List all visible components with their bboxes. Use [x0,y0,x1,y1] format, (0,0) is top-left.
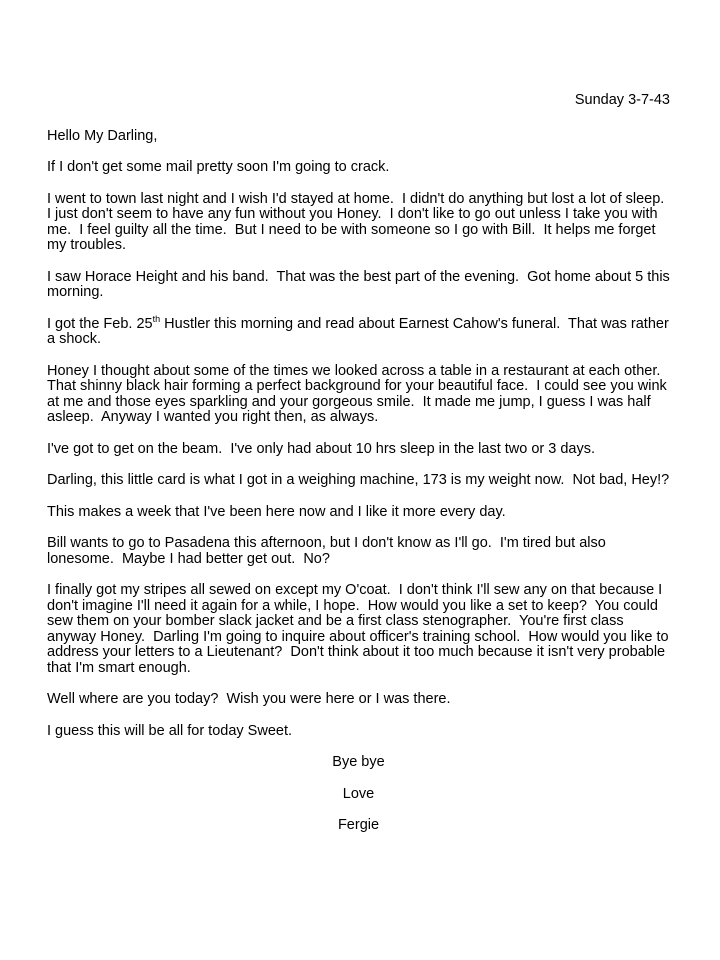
letter-salutation: Hello My Darling, [47,127,158,144]
letter-paragraph-hustler [47,313,673,348]
letter-date: Sunday 3-7-43 [574,92,670,108]
letter-paragraph-band: I saw Horace Height and his band. That was the best part of the evening. Got home about 5 this morning. [47,268,674,300]
hustler-text-post: Hustler this morning and read about Earnest Cahow's funeral. That was rather a shock. [47,315,673,347]
letter-paragraph-stripes: I finally got my stripes all sewed on except my O'coat. I don't think I'll sew any on that because I don't imagine I'll need it again for a while, I hope. How would you like a set to keep? You could sew them on your bomber slack jacket and be a first class stenographer. You're first class anyway Honey. Darling I'm going to inquire about officer's training school. How would you like to address your letters to a Lieutenant? Don't think about it too much because it isn't very probable that I'm smart enough. [47,582,673,676]
hustler-text-pre: I got the Feb. 25 [47,315,153,332]
closing-signature: Fergie [337,817,380,833]
letter-paragraph-weight: Darling, this little card is what I got in a weighing machine, 173 is my weight now. Not bad, Hey!? [47,472,670,488]
letter-paragraph-all-for-today: I guess this will be all for today Sweet. [47,722,293,739]
letter-paragraph-pasadena: Bill wants to go to Pasadena this afternoon, but I don't know as I'll go. I'm tired but also lonesome. Maybe I had better get out. No? [47,535,610,567]
letter-paragraph-town: I went to town last night and I wish I'd stayed at home. I didn't do anything but lost a lot of sleep. I just don't seem to have any fun without you Honey. I don't like to go out unless I take you with me. I feel guilty all the time. But I need to be with someone so I go with Bill. It helps me forget my troubles. [47,190,673,253]
letter-paragraph-beam: I've got to get on the beam. I've only had about 10 hrs sleep in the last two or 3 days. [47,440,596,457]
closing-bye: Bye bye [332,754,385,770]
letter-paragraph-today: Well where are you today? Wish you were here or I was there. [47,691,451,707]
letter-paragraph-week: This makes a week that I've been here now and I like it more every day. [47,503,506,520]
letter-paragraph-restaurant: Honey I thought about some of the times we looked across a table in a restaurant at each other. That shinny black hair forming a perfect background for your beautiful face. I could see you wink at me and those eyes sparkling and your gorgeous smile. It made me jump, I guess I was half asleep. Anyway I wanted you right then, as always. [47,362,671,425]
letter-paragraph-mail: If I don't get some mail pretty soon I'm going to crack. [47,159,390,175]
ordinal-superscript: th [152,313,161,324]
closing-love: Love [342,785,375,802]
